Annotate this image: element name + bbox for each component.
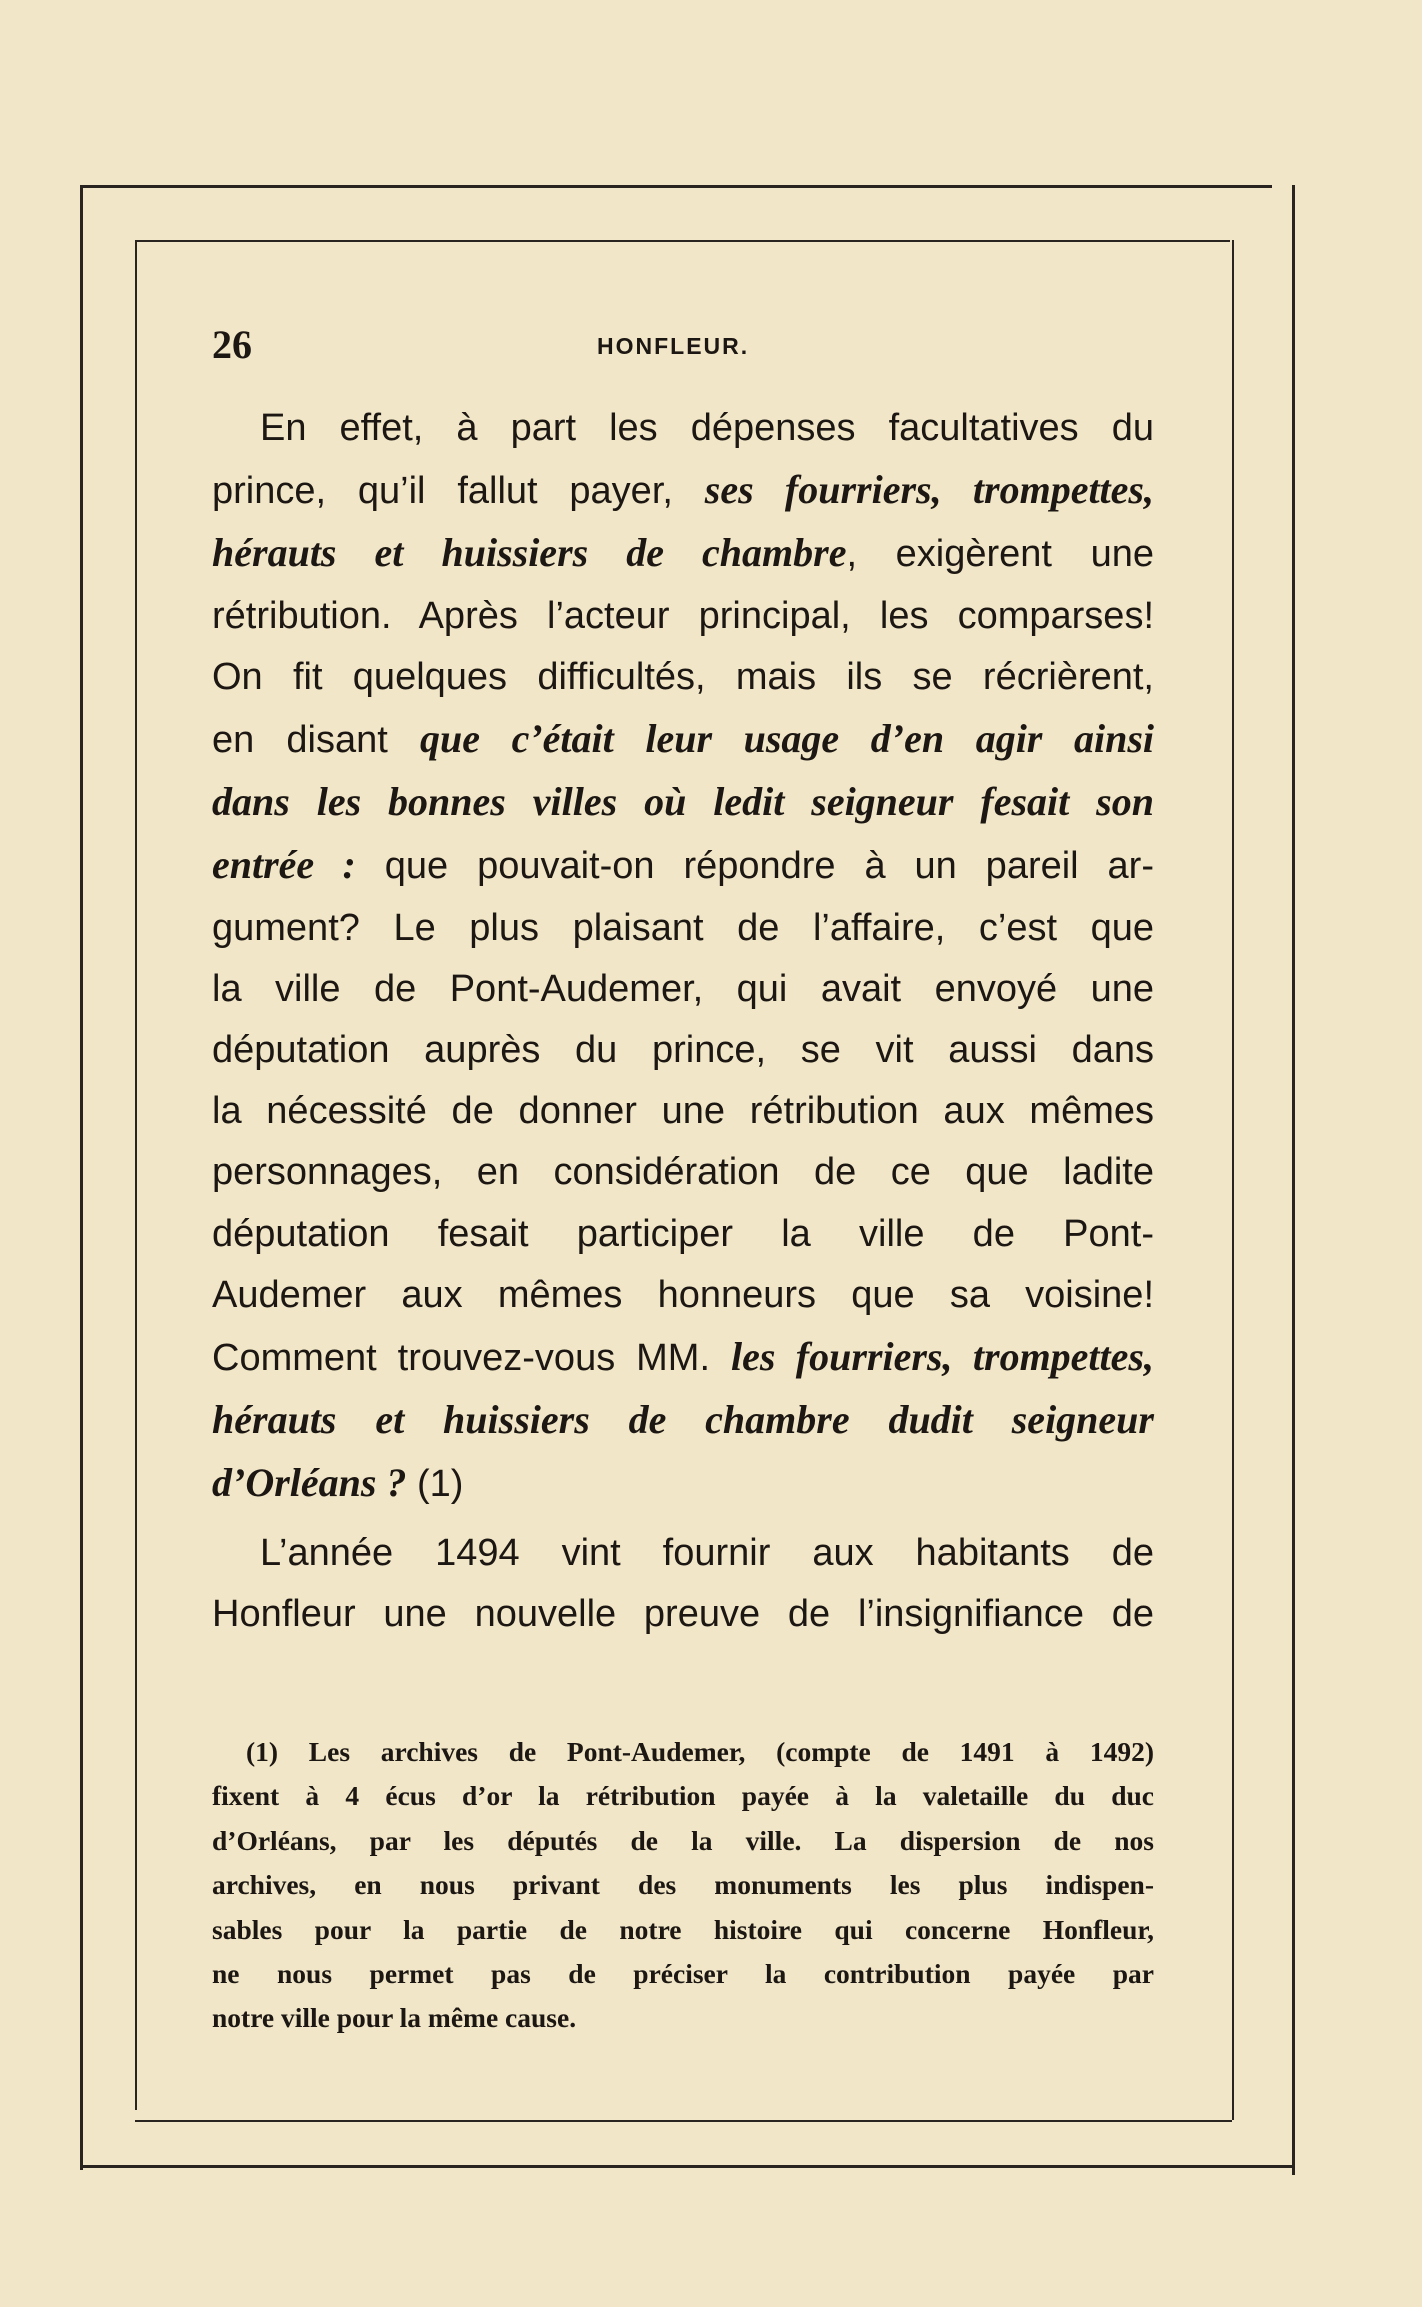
footnote-line: (1) Les archives de Pont-Audemer, (compte de 1491 à 1492): [246, 1736, 1154, 1767]
text-line: personnages, en considération de ce que ladite: [212, 1151, 1154, 1194]
right-rule-inner: [1232, 240, 1234, 2120]
text-line: hérauts et huissiers de chambre, exigèrent une: [212, 530, 1154, 576]
paragraph-1: [212, 398, 1154, 1516]
text-line: dans les bonnes villes où ledit seigneur fesait son: [212, 779, 1154, 825]
top-rule-inner: [135, 240, 1230, 242]
text-line: Comment trouvez-vous MM. les fourriers, trompettes,: [212, 1334, 1154, 1380]
text-line: hérauts et huissiers de chambre dudit seigneur: [212, 1397, 1154, 1443]
paragraph-2: [212, 1523, 1154, 1645]
text-line: prince, qu’il fallut payer, ses fourriers, trompettes,: [212, 467, 1154, 513]
body-text: [212, 398, 1154, 1645]
footnote: [212, 1730, 1154, 2041]
bottom-rule-inner: [135, 2120, 1232, 2122]
footnote-line: fixent à 4 écus d’or la rétribution payée à la valetaille du duc: [212, 1780, 1154, 1812]
text-line: On fit quelques difficultés, mais ils se récrièrent,: [212, 655, 1154, 698]
page-number: 26: [212, 322, 252, 367]
text-line: d’Orléans ? (1): [212, 1460, 464, 1506]
text-line: rétribution. Après l’acteur principal, les comparses!: [212, 594, 1154, 637]
text-line: la nécessité de donner une rétribution aux mêmes: [212, 1090, 1154, 1133]
left-rule-inner: [135, 240, 137, 2110]
footnote-line: ne nous permet pas de préciser la contribution payée par: [212, 1958, 1154, 1990]
text-line: entrée : que pouvait-on répondre à un pareil ar-: [212, 842, 1154, 888]
text-line: L’année 1494 vint fournir aux habitants de: [260, 1531, 1154, 1574]
page-header: [212, 322, 1152, 367]
running-head: HONFLEUR.: [597, 333, 750, 359]
text-line: députation auprès du prince, se vit aussi dans: [212, 1029, 1154, 1072]
left-rule-outer: [80, 185, 83, 2170]
text-line: députation fesait participer la ville de Pont-: [212, 1212, 1154, 1255]
text-line: Honfleur une nouvelle preuve de l’insignifiance de: [212, 1592, 1154, 1635]
footnote-line: notre ville pour la même cause.: [212, 2002, 577, 2034]
text-line: la ville de Pont-Audemer, qui avait envoyé une: [212, 967, 1154, 1010]
top-rule-outer: [82, 185, 1272, 188]
footnote-line: archives, en nous privant des monuments les plus indispen-: [212, 1869, 1154, 1901]
footnote-line: d’Orléans, par les députés de la ville. La dispersion de nos: [212, 1824, 1154, 1856]
text-line: Audemer aux mêmes honneurs que sa voisine!: [212, 1273, 1154, 1316]
footnote-line: sables pour la partie de notre histoire qui concerne Honfleur,: [212, 1913, 1154, 1945]
text-line: En effet, à part les dépenses facultatives du: [260, 407, 1154, 449]
bottom-rule-outer: [82, 2165, 1294, 2168]
text-line: en disant que c’était leur usage d’en agir ainsi: [212, 716, 1154, 762]
right-rule-outer: [1292, 185, 1295, 2175]
text-line: gument? Le plus plaisant de l’affaire, c’est que: [212, 906, 1154, 949]
